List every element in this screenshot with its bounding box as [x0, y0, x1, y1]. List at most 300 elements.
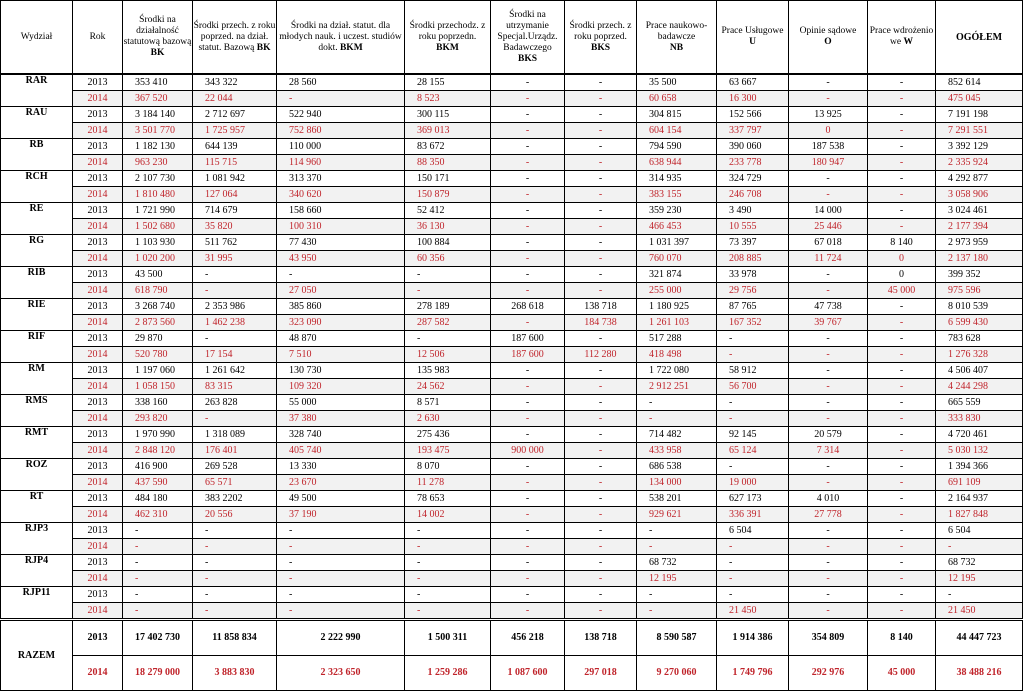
table-row — [1, 603, 1023, 620]
value-cell: 333 830 — [936, 411, 1023, 427]
dept-cell: RIF — [1, 331, 73, 363]
value-cell: 92 145 — [717, 427, 789, 443]
value-cell: 343 322 — [193, 74, 277, 91]
value-cell: - — [565, 74, 637, 91]
table-row — [1, 315, 1023, 331]
value-cell: 1 394 366 — [936, 459, 1023, 475]
value-cell: 1 721 990 — [123, 203, 193, 219]
value-cell: 112 280 — [565, 347, 637, 363]
value-cell: - — [405, 539, 491, 555]
value-cell: 760 070 — [637, 251, 717, 267]
value-cell: 268 618 — [491, 299, 565, 315]
value-cell: - — [637, 395, 717, 411]
table-row — [1, 347, 1023, 363]
value-cell: 538 201 — [637, 491, 717, 507]
value-cell: - — [277, 587, 405, 603]
value-cell: 1 970 990 — [123, 427, 193, 443]
value-cell: 33 978 — [717, 267, 789, 283]
value-cell: - — [491, 187, 565, 203]
header-bkm-code: BKM — [339, 42, 363, 53]
header-u-code: U — [749, 37, 756, 47]
value-cell: - — [868, 395, 936, 411]
value-cell: - — [405, 267, 491, 283]
value-cell: 644 139 — [193, 139, 277, 155]
value-cell: - — [789, 603, 868, 620]
summary-row-2013 — [1, 620, 1023, 656]
value-cell: - — [277, 571, 405, 587]
value-cell: - — [868, 171, 936, 187]
value-cell: 2 107 730 — [123, 171, 193, 187]
value-cell: 1 058 150 — [123, 379, 193, 395]
dept-cell: RAR — [1, 74, 73, 107]
value-cell: 6 504 — [717, 523, 789, 539]
value-cell: 27 778 — [789, 507, 868, 523]
value-cell: - — [868, 331, 936, 347]
value-cell: - — [789, 379, 868, 395]
value-cell: - — [123, 571, 193, 587]
value-cell: - — [277, 91, 405, 107]
header-w-text: Prace wdrożenio we — [869, 26, 934, 47]
value-cell: 9 270 060 — [637, 656, 717, 691]
header-bk-code: BK — [150, 48, 165, 58]
value-cell: - — [789, 523, 868, 539]
value-cell: 1 020 200 — [123, 251, 193, 267]
value-cell: 714 482 — [637, 427, 717, 443]
value-cell: 135 983 — [405, 363, 491, 379]
dept-cell: RIB — [1, 267, 73, 299]
value-cell: - — [491, 507, 565, 523]
year-cell: 2013 — [73, 363, 123, 379]
year-cell: 2014 — [73, 379, 123, 395]
value-cell: 48 870 — [277, 331, 405, 347]
value-cell: - — [565, 171, 637, 187]
value-cell: - — [717, 395, 789, 411]
year-cell: 2014 — [73, 315, 123, 331]
value-cell: - — [637, 587, 717, 603]
value-cell: 292 976 — [789, 656, 868, 691]
value-cell: 23 670 — [277, 475, 405, 491]
dept-cell: RB — [1, 139, 73, 171]
year-cell: 2013 — [73, 620, 123, 656]
value-cell: 390 060 — [717, 139, 789, 155]
value-cell: 3 058 906 — [936, 187, 1023, 203]
table-row — [1, 235, 1023, 251]
year-cell: 2013 — [73, 171, 123, 187]
header-bazowa — [193, 1, 277, 75]
table-row — [1, 427, 1023, 443]
table-row — [1, 411, 1023, 427]
value-cell: 17 154 — [193, 347, 277, 363]
value-cell: - — [565, 459, 637, 475]
year-cell: 2014 — [73, 283, 123, 299]
value-cell: 511 762 — [193, 235, 277, 251]
value-cell: 11 278 — [405, 475, 491, 491]
value-cell: - — [868, 363, 936, 379]
value-cell: 337 797 — [717, 123, 789, 139]
year-cell: 2013 — [73, 427, 123, 443]
header-total: OGÓŁEM — [936, 1, 1023, 75]
year-cell: 2013 — [73, 299, 123, 315]
value-cell: - — [491, 315, 565, 331]
value-cell: 130 730 — [277, 363, 405, 379]
value-cell: 1 081 942 — [193, 171, 277, 187]
value-cell: - — [405, 571, 491, 587]
summary-row-2014 — [1, 656, 1023, 691]
value-cell: 1 197 060 — [123, 363, 193, 379]
value-cell: 3 392 129 — [936, 139, 1023, 155]
value-cell: 255 000 — [637, 283, 717, 299]
value-cell: - — [789, 555, 868, 571]
header-bkm — [277, 1, 405, 75]
value-cell: 29 870 — [123, 331, 193, 347]
value-cell: - — [868, 139, 936, 155]
value-cell: 2 137 180 — [936, 251, 1023, 267]
value-cell: - — [789, 395, 868, 411]
year-cell: 2013 — [73, 267, 123, 283]
value-cell: - — [868, 219, 936, 235]
year-cell: 2013 — [73, 139, 123, 155]
header-bazowa-text: Środki przech. z roku poprzed. na dział. statut. Bazową — [193, 20, 276, 53]
year-cell: 2013 — [73, 587, 123, 603]
value-cell: 354 809 — [789, 620, 868, 656]
header-bks-code: BKS — [517, 53, 537, 64]
value-cell: 1 722 080 — [637, 363, 717, 379]
value-cell: 8 140 — [868, 620, 936, 656]
value-cell: 1 103 930 — [123, 235, 193, 251]
value-cell: - — [637, 539, 717, 555]
value-cell: - — [565, 363, 637, 379]
value-cell: 35 500 — [637, 74, 717, 91]
year-cell: 2014 — [73, 219, 123, 235]
value-cell: 4 506 407 — [936, 363, 1023, 379]
value-cell: - — [868, 187, 936, 203]
year-cell: 2014 — [73, 539, 123, 555]
table-body — [1, 74, 1023, 691]
value-cell: - — [193, 283, 277, 299]
value-cell: - — [717, 347, 789, 363]
value-cell: - — [789, 363, 868, 379]
value-cell: - — [717, 539, 789, 555]
value-cell: 418 498 — [637, 347, 717, 363]
header-nb-text: Prace naukowo-badawcze — [645, 20, 708, 42]
header-przech-bks-code: BKS — [590, 42, 610, 53]
value-cell: 1 827 848 — [936, 507, 1023, 523]
value-cell: 1 749 796 — [717, 656, 789, 691]
value-cell: 47 738 — [789, 299, 868, 315]
value-cell: - — [717, 459, 789, 475]
value-cell: - — [193, 331, 277, 347]
value-cell: 1 261 103 — [637, 315, 717, 331]
year-cell: 2014 — [73, 155, 123, 171]
value-cell: 184 738 — [565, 315, 637, 331]
table-row — [1, 187, 1023, 203]
value-cell: 405 740 — [277, 443, 405, 459]
value-cell: 269 528 — [193, 459, 277, 475]
value-cell: - — [491, 74, 565, 91]
value-cell: - — [565, 203, 637, 219]
value-cell: 462 310 — [123, 507, 193, 523]
table-row — [1, 331, 1023, 347]
value-cell: 109 320 — [277, 379, 405, 395]
dept-cell: RT — [1, 491, 73, 523]
header-przech-bkm-code: BKM — [436, 42, 459, 53]
value-cell: 110 000 — [277, 139, 405, 155]
value-cell: 433 958 — [637, 443, 717, 459]
value-cell: 37 190 — [277, 507, 405, 523]
value-cell: 1 031 397 — [637, 235, 717, 251]
value-cell: 208 885 — [717, 251, 789, 267]
value-cell: - — [717, 555, 789, 571]
value-cell: - — [565, 571, 637, 587]
value-cell: - — [193, 539, 277, 555]
value-cell: 323 090 — [277, 315, 405, 331]
value-cell: - — [123, 555, 193, 571]
value-cell: 12 506 — [405, 347, 491, 363]
value-cell: - — [565, 187, 637, 203]
dept-cell: RG — [1, 235, 73, 267]
value-cell: 2 353 986 — [193, 299, 277, 315]
value-cell: 31 995 — [193, 251, 277, 267]
value-cell: 263 828 — [193, 395, 277, 411]
year-cell: 2014 — [73, 603, 123, 620]
value-cell: - — [789, 411, 868, 427]
value-cell: 3 883 830 — [193, 656, 277, 691]
value-cell: 187 600 — [491, 347, 565, 363]
value-cell: 1 259 286 — [405, 656, 491, 691]
value-cell: 68 732 — [936, 555, 1023, 571]
value-cell: - — [491, 571, 565, 587]
value-cell: 437 590 — [123, 475, 193, 491]
value-cell: 100 310 — [277, 219, 405, 235]
value-cell: 517 288 — [637, 331, 717, 347]
value-cell: - — [405, 587, 491, 603]
value-cell: 14 002 — [405, 507, 491, 523]
value-cell: - — [868, 155, 936, 171]
value-cell: 0 — [868, 251, 936, 267]
dept-cell: RJP4 — [1, 555, 73, 587]
value-cell: - — [565, 411, 637, 427]
value-cell: 187 538 — [789, 139, 868, 155]
year-cell: 2014 — [73, 656, 123, 691]
value-cell: 8 140 — [868, 235, 936, 251]
value-cell: - — [868, 347, 936, 363]
value-cell: - — [789, 459, 868, 475]
value-cell: 193 475 — [405, 443, 491, 459]
value-cell: 3 184 140 — [123, 107, 193, 123]
value-cell: - — [565, 507, 637, 523]
value-cell: - — [405, 283, 491, 299]
value-cell: - — [789, 475, 868, 491]
value-cell: 38 488 216 — [936, 656, 1023, 691]
value-cell: 2 335 924 — [936, 155, 1023, 171]
value-cell: 21 450 — [717, 603, 789, 620]
value-cell: - — [565, 123, 637, 139]
value-cell: 12 195 — [936, 571, 1023, 587]
header-o-text: Opinie sądowe — [799, 26, 857, 36]
value-cell: - — [868, 427, 936, 443]
value-cell: - — [565, 155, 637, 171]
value-cell: - — [123, 539, 193, 555]
header-bkm-small: dokt. — [318, 42, 338, 53]
value-cell: - — [277, 555, 405, 571]
value-cell: 314 935 — [637, 171, 717, 187]
value-cell: 7 191 198 — [936, 107, 1023, 123]
header-przech-bks — [565, 1, 637, 75]
value-cell: 321 874 — [637, 267, 717, 283]
value-cell: 475 045 — [936, 91, 1023, 107]
value-cell: - — [868, 203, 936, 219]
header-bk-text: Środki na działalność statutową bazową — [123, 15, 192, 47]
value-cell: 304 815 — [637, 107, 717, 123]
year-cell: 2013 — [73, 74, 123, 91]
value-cell: - — [789, 171, 868, 187]
value-cell: - — [565, 603, 637, 620]
value-cell: - — [565, 395, 637, 411]
value-cell: - — [868, 123, 936, 139]
value-cell: 37 380 — [277, 411, 405, 427]
value-cell: - — [936, 587, 1023, 603]
value-cell: 56 700 — [717, 379, 789, 395]
value-cell: 8 523 — [405, 91, 491, 107]
value-cell: 1 725 957 — [193, 123, 277, 139]
value-cell: - — [565, 251, 637, 267]
value-cell: 1 502 680 — [123, 219, 193, 235]
value-cell: - — [637, 411, 717, 427]
value-cell: - — [868, 491, 936, 507]
value-cell: 22 044 — [193, 91, 277, 107]
value-cell: - — [868, 507, 936, 523]
value-cell: - — [193, 587, 277, 603]
value-cell: - — [868, 315, 936, 331]
value-cell: 8 070 — [405, 459, 491, 475]
year-cell: 2013 — [73, 555, 123, 571]
header-o — [789, 1, 868, 75]
value-cell: 2 873 560 — [123, 315, 193, 331]
value-cell: 714 679 — [193, 203, 277, 219]
value-cell: - — [717, 331, 789, 347]
value-cell: - — [491, 91, 565, 107]
value-cell: 1 914 386 — [717, 620, 789, 656]
year-cell: 2014 — [73, 571, 123, 587]
year-cell: 2013 — [73, 459, 123, 475]
value-cell: 691 109 — [936, 475, 1023, 491]
value-cell: 3 501 770 — [123, 123, 193, 139]
table-row — [1, 491, 1023, 507]
table-row — [1, 171, 1023, 187]
value-cell: 24 562 — [405, 379, 491, 395]
year-cell: 2014 — [73, 347, 123, 363]
value-cell: 522 940 — [277, 107, 405, 123]
header-wydzial: Wydział — [1, 1, 73, 75]
value-cell: - — [491, 251, 565, 267]
value-cell: - — [277, 267, 405, 283]
dept-cell: RJP11 — [1, 587, 73, 620]
value-cell: - — [868, 459, 936, 475]
value-cell: - — [491, 475, 565, 491]
value-cell: - — [405, 523, 491, 539]
value-cell: 1 180 925 — [637, 299, 717, 315]
value-cell: - — [868, 443, 936, 459]
header-w-code: W — [903, 37, 913, 47]
header-przech-bks-text: Środki przech. z roku poprzed. — [569, 20, 632, 42]
value-cell: 3 268 740 — [123, 299, 193, 315]
value-cell: 794 590 — [637, 139, 717, 155]
value-cell: - — [789, 587, 868, 603]
value-cell: 114 960 — [277, 155, 405, 171]
value-cell: 13 330 — [277, 459, 405, 475]
value-cell: 383 155 — [637, 187, 717, 203]
year-cell: 2014 — [73, 443, 123, 459]
value-cell: 10 555 — [717, 219, 789, 235]
header-row — [1, 1, 1023, 75]
value-cell: 328 740 — [277, 427, 405, 443]
value-cell: 278 189 — [405, 299, 491, 315]
dept-cell: RMT — [1, 427, 73, 459]
value-cell: 52 412 — [405, 203, 491, 219]
value-cell: 297 018 — [565, 656, 637, 691]
value-cell: 18 279 000 — [123, 656, 193, 691]
value-cell: 39 767 — [789, 315, 868, 331]
value-cell: - — [405, 603, 491, 620]
year-cell: 2014 — [73, 251, 123, 267]
value-cell: 12 195 — [637, 571, 717, 587]
value-cell: - — [789, 571, 868, 587]
table-row — [1, 459, 1023, 475]
value-cell: 4 010 — [789, 491, 868, 507]
value-cell: 35 820 — [193, 219, 277, 235]
value-cell: - — [936, 539, 1023, 555]
value-cell: 4 720 461 — [936, 427, 1023, 443]
dept-cell: RJP3 — [1, 523, 73, 555]
value-cell: 3 490 — [717, 203, 789, 219]
value-cell: 29 756 — [717, 283, 789, 299]
value-cell: 686 538 — [637, 459, 717, 475]
dept-cell: RE — [1, 203, 73, 235]
value-cell: 67 018 — [789, 235, 868, 251]
value-cell: - — [491, 283, 565, 299]
table-row — [1, 475, 1023, 491]
value-cell: - — [868, 475, 936, 491]
value-cell: 336 391 — [717, 507, 789, 523]
value-cell: - — [277, 523, 405, 539]
value-cell: 1 462 238 — [193, 315, 277, 331]
dept-cell: ROZ — [1, 459, 73, 491]
value-cell: 1 087 600 — [491, 656, 565, 691]
value-cell: 2 164 937 — [936, 491, 1023, 507]
table-row — [1, 203, 1023, 219]
value-cell: - — [789, 283, 868, 299]
value-cell: 19 000 — [717, 475, 789, 491]
value-cell: 604 154 — [637, 123, 717, 139]
value-cell: 0 — [868, 267, 936, 283]
header-u-text: Prace Usługowe — [721, 26, 784, 36]
table-row — [1, 443, 1023, 459]
table-row — [1, 507, 1023, 523]
value-cell: 638 944 — [637, 155, 717, 171]
table-row — [1, 74, 1023, 91]
year-cell: 2013 — [73, 491, 123, 507]
value-cell: 293 820 — [123, 411, 193, 427]
value-cell: - — [789, 91, 868, 107]
value-cell: - — [193, 555, 277, 571]
value-cell: - — [193, 267, 277, 283]
value-cell: 399 352 — [936, 267, 1023, 283]
value-cell: - — [491, 203, 565, 219]
value-cell: 150 171 — [405, 171, 491, 187]
table-row — [1, 91, 1023, 107]
value-cell: - — [123, 603, 193, 620]
value-cell: 17 402 730 — [123, 620, 193, 656]
